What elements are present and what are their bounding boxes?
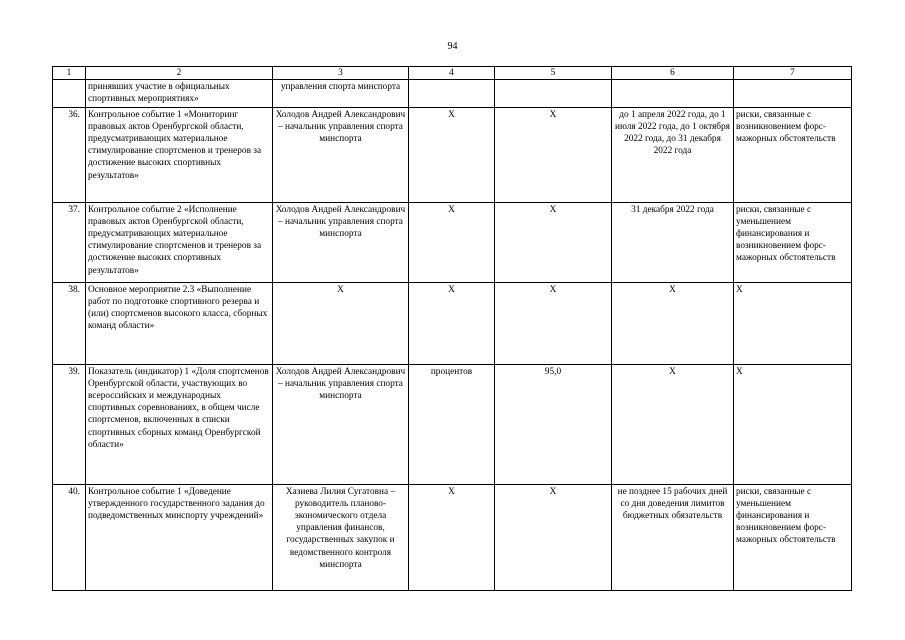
target-value: 95,0 <box>495 364 612 484</box>
unit: Х <box>409 484 495 590</box>
deadline: 31 декабря 2022 года <box>612 202 734 282</box>
row-number: 40. <box>53 484 86 590</box>
activity-name: Контрольное событие 1 «Мониторинг правовых актов Оренбургской области, предусматривающих материальное стимулирование спортсменов и тренеров за достижение высоких спортивных результатов» <box>86 107 273 202</box>
row-number: 37. <box>53 202 86 282</box>
table-row <box>53 107 852 202</box>
responsible-person: Холодов Андрей Александрович – начальник управления спорта минспорта <box>273 364 409 484</box>
header-cell: 7 <box>734 67 852 80</box>
table-row <box>53 80 852 107</box>
responsible-person: Х <box>273 282 409 364</box>
table-row <box>53 364 852 484</box>
activity-name: Основное мероприятие 2.3 «Выполнение работ по подготовке спортивного резерва и (или) спортсменов высокого класса, сборных команд области» <box>86 282 273 364</box>
column-number-header-row <box>53 67 852 80</box>
activity-name: принявших участие в официальных спортивных мероприятиях» <box>86 80 273 107</box>
deadline: Х <box>612 364 734 484</box>
header-cell: 5 <box>495 67 612 80</box>
header-cell: 1 <box>53 67 86 80</box>
activities-table <box>52 66 852 591</box>
risks: Х <box>734 364 852 484</box>
target-value: Х <box>495 202 612 282</box>
row-number: 38. <box>53 282 86 364</box>
unit: Х <box>409 282 495 364</box>
row-number: 36. <box>53 107 86 202</box>
risks <box>734 80 852 107</box>
risks: риски, связанные с уменьшением финансирования и возникновением форс-мажорных обстоятельств <box>734 202 852 282</box>
page-number: 94 <box>447 41 458 52</box>
unit: Х <box>409 107 495 202</box>
risks: риски, связанные с уменьшением финансирования и возникновением форс-мажорных обстоятельств <box>734 484 852 590</box>
activity-name: Показатель (индикатор) 1 «Доля спортсменов Оренбургской области, участвующих во всероссийских и международных спортивных соревнованиях, в общем числе спортсменов, включенных в списки спортивных сборных команд Оренбургской области» <box>86 364 273 484</box>
unit: Х <box>409 202 495 282</box>
row-number <box>53 80 86 107</box>
unit: процентов <box>409 364 495 484</box>
unit <box>409 80 495 107</box>
responsible-person: Хазиева Лилия Сугатовна – руководитель планово-экономического отдела управления финансов, государственных закупок и ведомственного контроля минспорта <box>273 484 409 590</box>
risks: Х <box>734 282 852 364</box>
deadline <box>612 80 734 107</box>
target-value: Х <box>495 282 612 364</box>
table-row <box>53 202 852 282</box>
target-value <box>495 80 612 107</box>
responsible-person: управления спорта минспорта <box>273 80 409 107</box>
deadline: до 1 апреля 2022 года, до 1 июля 2022 года, до 1 октября 2022 года, до 31 декабря 2022 года <box>612 107 734 202</box>
deadline: не позднее 15 рабочих дней со дня доведения лимитов бюджетных обязательств <box>612 484 734 590</box>
table-row <box>53 484 852 590</box>
header-cell: 4 <box>409 67 495 80</box>
header-cell: 2 <box>86 67 273 80</box>
target-value: Х <box>495 484 612 590</box>
activity-name: Контрольное событие 2 «Исполнение правовых актов Оренбургской области, предусматривающих материальное стимулирование спортсменов и тренеров за достижение высоких спортивных результатов» <box>86 202 273 282</box>
table-row <box>53 282 852 364</box>
responsible-person: Холодов Андрей Александрович – начальник управления спорта минспорта <box>273 202 409 282</box>
risks: риски, связанные с возникновением форс-мажорных обстоятельств <box>734 107 852 202</box>
header-cell: 6 <box>612 67 734 80</box>
responsible-person: Холодов Андрей Александрович – начальник управления спорта минспорта <box>273 107 409 202</box>
row-number: 39. <box>53 364 86 484</box>
header-cell: 3 <box>273 67 409 80</box>
target-value: Х <box>495 107 612 202</box>
activity-name: Контрольное событие 1 «Доведение утвержденного государственного задания до подведомственных минспорту учреждений» <box>86 484 273 590</box>
deadline: Х <box>612 282 734 364</box>
